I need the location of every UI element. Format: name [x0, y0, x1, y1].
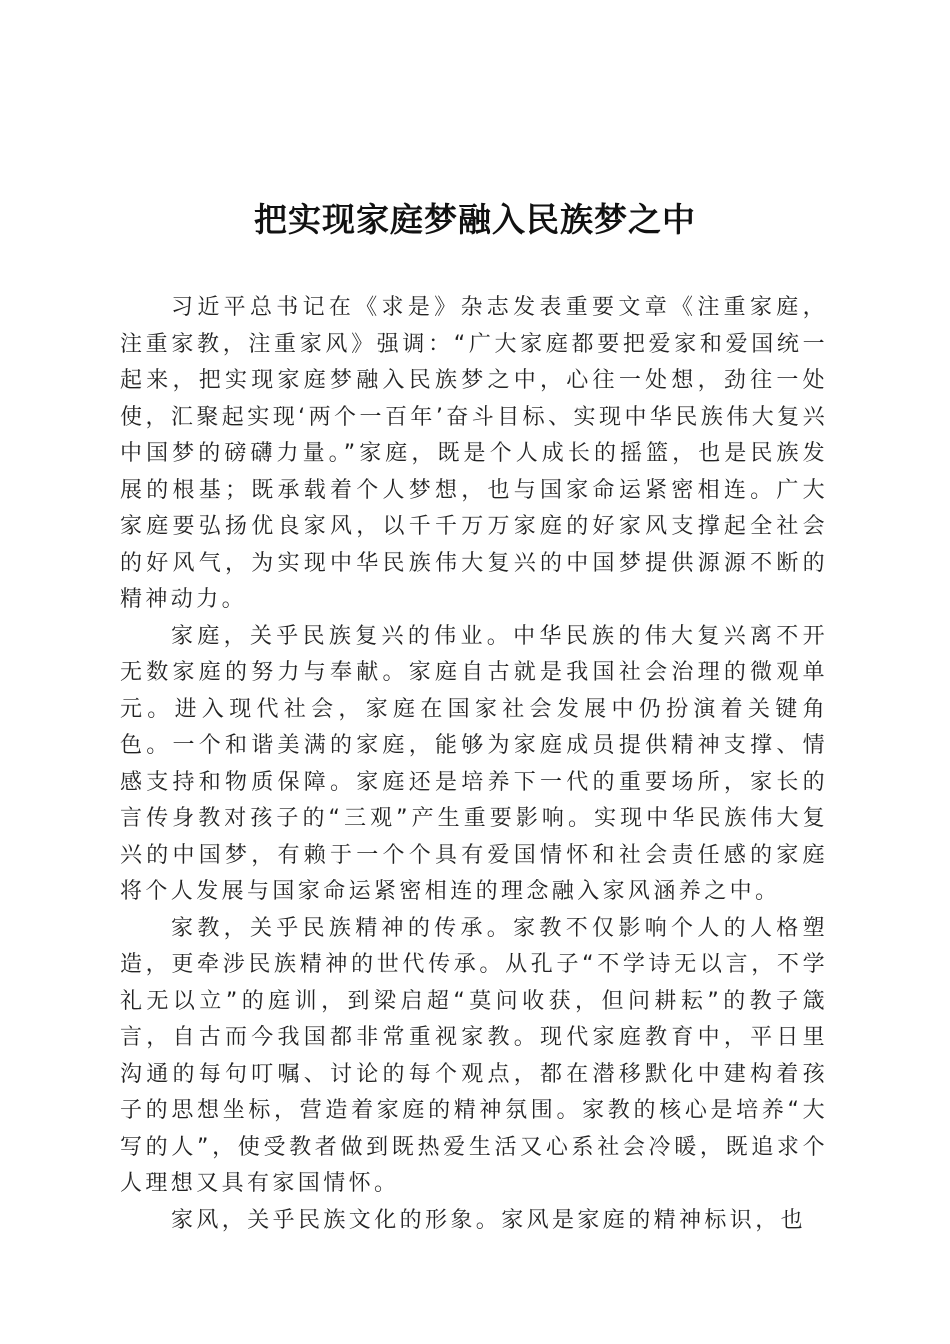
paragraph-family-tradition: 家风，关乎民族文化的形象。家风是家庭的精神标识，也: [171, 1207, 807, 1233]
paragraph-family: 家庭，关乎民族复兴的伟业。中华民族的伟大复兴离不开无数家庭的努力与奉献。家庭自古就是我国社会治理的微观单元。进入现代社会，家庭在国家社会发展中仍扮演着关键角色。一个和谐美满的家庭，能够为家庭成员提供精神支撑、情感支持和物质保障。家庭还是培养下一代的重要场所，家长的言传身教对孩子的“三观”产生重要影响。实现中华民族伟大复兴的中国梦，有赖于一个个具有爱国情怀和社会责任感的家庭将个人发展与国家命运紧密相连的理念融入家风涵养之中。: [120, 623, 828, 904]
document-title: 把实现家庭梦融入民族梦之中: [254, 200, 696, 239]
paragraph-family-education: 家教，关乎民族精神的传承。家教不仅影响个人的人格塑造，更牵涉民族精神的世代传承。从孔子“不学诗无以言，不学礼无以立”的庭训，到梁启超“莫问收获，但问耕耘”的教子箴言，自古而今我国都非常重视家教。现代家庭教育中，平日里沟通的每句叮嘱、讨论的每个观点，都在潜移默化中建构着孩子的思想坐标，营造着家庭的精神氛围。家教的核心是培养“大写的人”，使受教者做到既热爱生活又心系社会冷暖，既追求个人理想又具有家国情怀。: [120, 915, 828, 1196]
paragraph-intro: 习近平总书记在《求是》杂志发表重要文章《注重家庭，注重家教，注重家风》强调：“广大家庭都要把爱家和爱国统一起来，把实现家庭梦融入民族梦之中，心往一处想，劲往一处使，汇聚起实现‘两个一百年’奋斗目标、实现中华民族伟大复兴中国梦的磅礴力量。”家庭，既是个人成长的摇篮，也是民族发展的根基；既承载着个人梦想，也与国家命运紧密相连。广大家庭要弘扬优良家风，以千千万万家庭的好家风支撑起全社会的好风气，为实现中华民族伟大复兴的中国梦提供源源不断的精神动力。: [120, 295, 828, 612]
document-body: [120, 290, 828, 1239]
